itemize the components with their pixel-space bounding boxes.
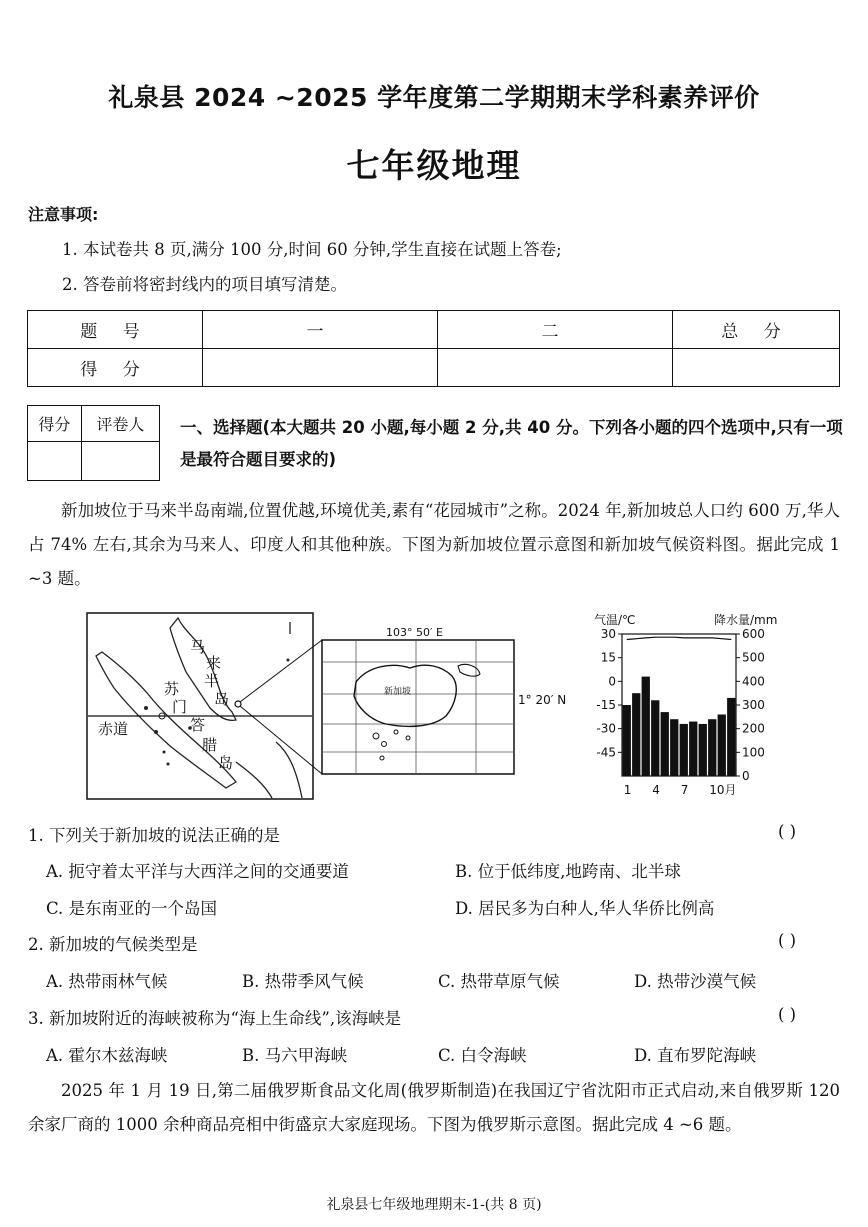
map-label-malay: 半 (204, 672, 220, 690)
right-tick-label: 0 (742, 769, 750, 783)
precipitation-bar (661, 712, 669, 776)
exam-subject: 七年级地理 (346, 146, 522, 185)
left-tick-label: 0 (608, 674, 616, 689)
q3-option-b: B. 马六甲海峡 (242, 1046, 348, 1065)
grader-name-label: 评卷人 (81, 406, 159, 442)
chart-right-axis-title: 降水量/mm (714, 613, 778, 627)
map-label-malay: 岛 (214, 690, 230, 708)
answer-slot-3[interactable]: ( ) (778, 1005, 797, 1024)
map-lon-label: 103° 50′ E (386, 626, 443, 639)
notice-item: 1. 本试卷共 8 页,满分 100 分,时间 60 分钟,学生直接在试题上答卷; (62, 240, 562, 259)
chart-left-ticks (596, 627, 622, 759)
map-label-sumatra: 答 (190, 716, 206, 734)
chart-x-ticks (624, 783, 737, 797)
score-cell[interactable] (438, 349, 673, 387)
precipitation-bar (642, 677, 650, 776)
map-label-singapore: 新加坡 (384, 687, 412, 697)
score-cell[interactable] (203, 349, 438, 387)
q3-option-d: D. 直布罗陀海峡 (634, 1046, 757, 1065)
grader-name-cell[interactable] (81, 442, 159, 481)
x-tick-label: 4 (652, 783, 660, 797)
question-3-stem: 3. 新加坡附近的海峡被称为“海上生命线”,该海峡是 (28, 1009, 402, 1028)
section-heading: 一、选择题(本大题共 20 小题,每小题 2 分,共 40 分。下列各小题的四个选项中,只有一项是最符合题目要求的) (180, 418, 843, 469)
left-tick-label: -45 (596, 745, 616, 760)
singapore-location-map (86, 612, 586, 802)
grader-score-label: 得分 (28, 406, 82, 442)
answer-slot-1[interactable]: ( ) (778, 822, 797, 841)
q1-option-c: C. 是东南亚的一个岛国 (46, 899, 218, 918)
left-tick-label: -15 (596, 698, 616, 712)
map-lat-label: 1° 20′ N (518, 693, 567, 707)
right-tick-label: 500 (742, 650, 765, 665)
precipitation-bar (670, 719, 678, 776)
map-label-equator: 赤道 (98, 720, 129, 738)
left-tick-label: 15 (600, 650, 616, 665)
exam-title: 礼泉县 2024 ~2025 学年度第二学期期末学科素养评价 (108, 83, 760, 112)
chart-left-axis-title: 气温/℃ (594, 613, 636, 627)
grader-box (27, 405, 160, 481)
q2-option-a: A. 热带雨林气候 (46, 972, 168, 991)
left-tick-label: -30 (596, 721, 616, 736)
passage-singapore: 新加坡位于马来半岛南端,位置优越,环境优美,素有“花园城市”之称。2024 年,新加坡总人口约 600 万,华人占 74% 左右,其余为马来人、印度人和其他种族。下图为新加坡位置示意图和新加坡气候资料图。据此完成 1 ~3 题。 (28, 501, 840, 588)
q1-option-d: D. 居民多为白种人,华人华侨比例高 (455, 899, 715, 918)
map-label-sumatra: 腊 (202, 736, 218, 754)
singapore-climate-chart (592, 610, 792, 800)
q2-option-d: D. 热带沙漠气候 (634, 972, 757, 991)
notice-heading: 注意事项: (28, 205, 99, 224)
right-tick-label: 200 (742, 721, 765, 736)
score-cell[interactable] (673, 349, 840, 387)
notice-item: 2. 答卷前将密封线内的项目填写清楚。 (62, 275, 347, 294)
precipitation-bar (699, 724, 707, 776)
precipitation-bar (727, 698, 735, 776)
q3-option-a: A. 霍尔木兹海峡 (46, 1046, 168, 1065)
x-tick-label: 7 (680, 783, 689, 797)
precipitation-bar (623, 705, 631, 776)
map-label-malay: 马 (190, 638, 206, 656)
right-tick-label: 400 (742, 674, 765, 689)
precipitation-bar (632, 693, 640, 776)
score-row-label: 得 分 (28, 349, 203, 387)
score-table-header: 一 (203, 311, 438, 349)
score-table-header: 总 分 (673, 311, 840, 349)
x-tick-label: 1 (623, 783, 632, 797)
precipitation-bar (651, 700, 659, 776)
passage-russia: 2025 年 1 月 19 日,第二届俄罗斯食品文化周(俄罗斯制造)在我国辽宁省沈阳市正式启动,来自俄罗斯 120 余家厂商的 1000 余种商品亮相中街盛京大家庭现场。下图为俄罗斯示意图。据此完成 4 ~6 题。 (28, 1081, 840, 1134)
x-tick-label: 10月 (709, 783, 737, 797)
precipitation-bar (680, 724, 688, 776)
question-1-stem: 1. 下列关于新加坡的说法正确的是 (28, 826, 280, 845)
question-2-stem: 2. 新加坡的气候类型是 (28, 935, 198, 954)
score-table (27, 310, 840, 387)
page-footer: 礼泉县七年级地理期末-1-(共 8 页) (326, 1197, 542, 1213)
q2-option-c: C. 热带草原气候 (438, 972, 560, 991)
left-tick-label: 30 (600, 627, 616, 641)
q3-option-c: C. 白令海峡 (438, 1046, 527, 1065)
right-tick-label: 600 (742, 627, 765, 641)
q1-option-a: A. 扼守着太平洋与大西洋之间的交通要道 (46, 862, 349, 881)
grader-score-cell[interactable] (28, 442, 82, 481)
chart-right-ticks (736, 627, 765, 783)
map-label-sumatra: 门 (172, 698, 188, 716)
score-table-header: 题 号 (28, 311, 203, 349)
q1-option-b: B. 位于低纬度,地跨南、北半球 (455, 862, 681, 881)
right-tick-label: 100 (742, 745, 765, 760)
map-label-sumatra: 苏 (164, 680, 180, 698)
precipitation-bar (689, 722, 697, 776)
answer-slot-2[interactable]: ( ) (778, 931, 797, 950)
temperature-line (627, 637, 732, 639)
q2-option-b: B. 热带季风气候 (242, 972, 364, 991)
score-table-header: 二 (438, 311, 673, 349)
right-tick-label: 300 (742, 698, 765, 712)
precipitation-bar (718, 714, 726, 776)
map-label-malay: 来 (206, 654, 222, 672)
map-label-sumatra: 岛 (218, 754, 234, 772)
precipitation-bars (623, 677, 736, 776)
precipitation-bar (708, 719, 716, 776)
